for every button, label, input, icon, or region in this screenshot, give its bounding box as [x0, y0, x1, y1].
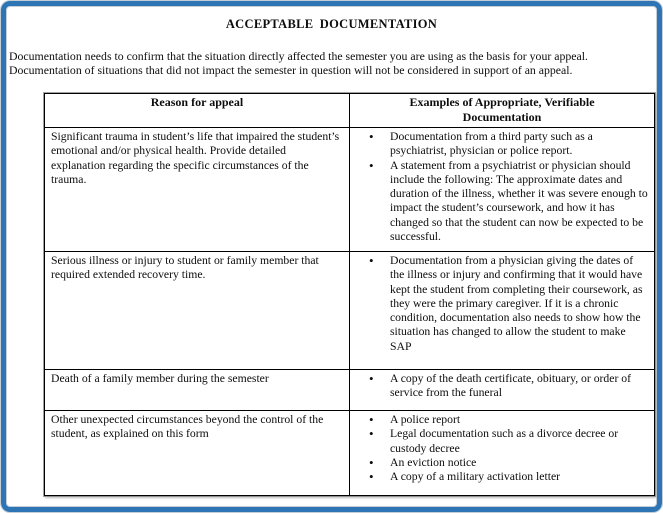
examples-cell	[350, 370, 655, 411]
column-header-reason	[45, 94, 350, 128]
reason-cell: Death of a family member during the semester	[45, 370, 350, 411]
acceptable-documentation-table	[44, 93, 655, 496]
reason-cell: Other unexpected circumstances beyond the control of the student, as explained on this form	[45, 411, 350, 496]
examples-list	[356, 413, 648, 484]
reason-cell: Significant trauma in student’s life that impaired the student’s emotional and/or physical health. Provide detailed explanation regarding the specific circumstances of the trauma.	[45, 128, 350, 252]
example-bullet: • An eviction notice	[369, 456, 648, 470]
table-row	[45, 411, 655, 496]
example-bullet: • Documentation from a third party such as a psychiatrist, physician or police report.	[369, 130, 648, 159]
examples-cell	[350, 128, 655, 252]
table-row	[45, 128, 655, 252]
examples-list	[356, 130, 648, 244]
example-bullet: • A copy of a military activation letter	[369, 470, 648, 484]
intro-paragraph	[9, 50, 655, 78]
column-header-examples-label: Examples of Appropriate, Verifiable Documentation	[409, 95, 595, 124]
examples-list	[356, 372, 648, 401]
table-header-row	[45, 94, 655, 128]
examples-cell	[350, 252, 655, 370]
example-bullet: • Legal documentation such as a divorce decree or custody decree	[369, 427, 648, 456]
reason-cell: Serious illness or injury to student or family member that required extended recovery time.	[45, 252, 350, 370]
column-header-reason-label: Reason for appeal	[150, 95, 244, 109]
intro-line: Documentation of situations that did not impact the semester in question will not be considered in support of an appeal.	[9, 62, 573, 77]
example-bullet: • A police report	[369, 413, 648, 427]
example-bullet: • A copy of the death certificate, obituary, or order of service from the funeral	[369, 372, 648, 401]
example-bullet: • Documentation from a physician giving the dates of the illness or injury and confirming that it would have kept the student from completing their coursework, as they were the primary caregiver. If it is a chronic condition, documentation also needs to show how the situation has changed to allow the student to make SAP	[369, 254, 648, 354]
table-row	[45, 370, 655, 411]
page-title: ACCEPTABLE DOCUMENTATION	[225, 17, 438, 31]
example-bullet: • A statement from a psychiatrist or physician should include the following: The approximate dates and duration of the illness, whether it was severe enough to impact the student’s coursework, and how it has changed so that the student can now be expected to be successful.	[369, 159, 648, 245]
examples-list	[356, 254, 648, 354]
table-row	[45, 252, 655, 370]
intro-line: Documentation needs to confirm that the situation directly affected the semester you are using as the basis for your appeal.	[9, 49, 588, 63]
examples-cell	[350, 411, 655, 496]
column-header-examples	[350, 94, 655, 128]
